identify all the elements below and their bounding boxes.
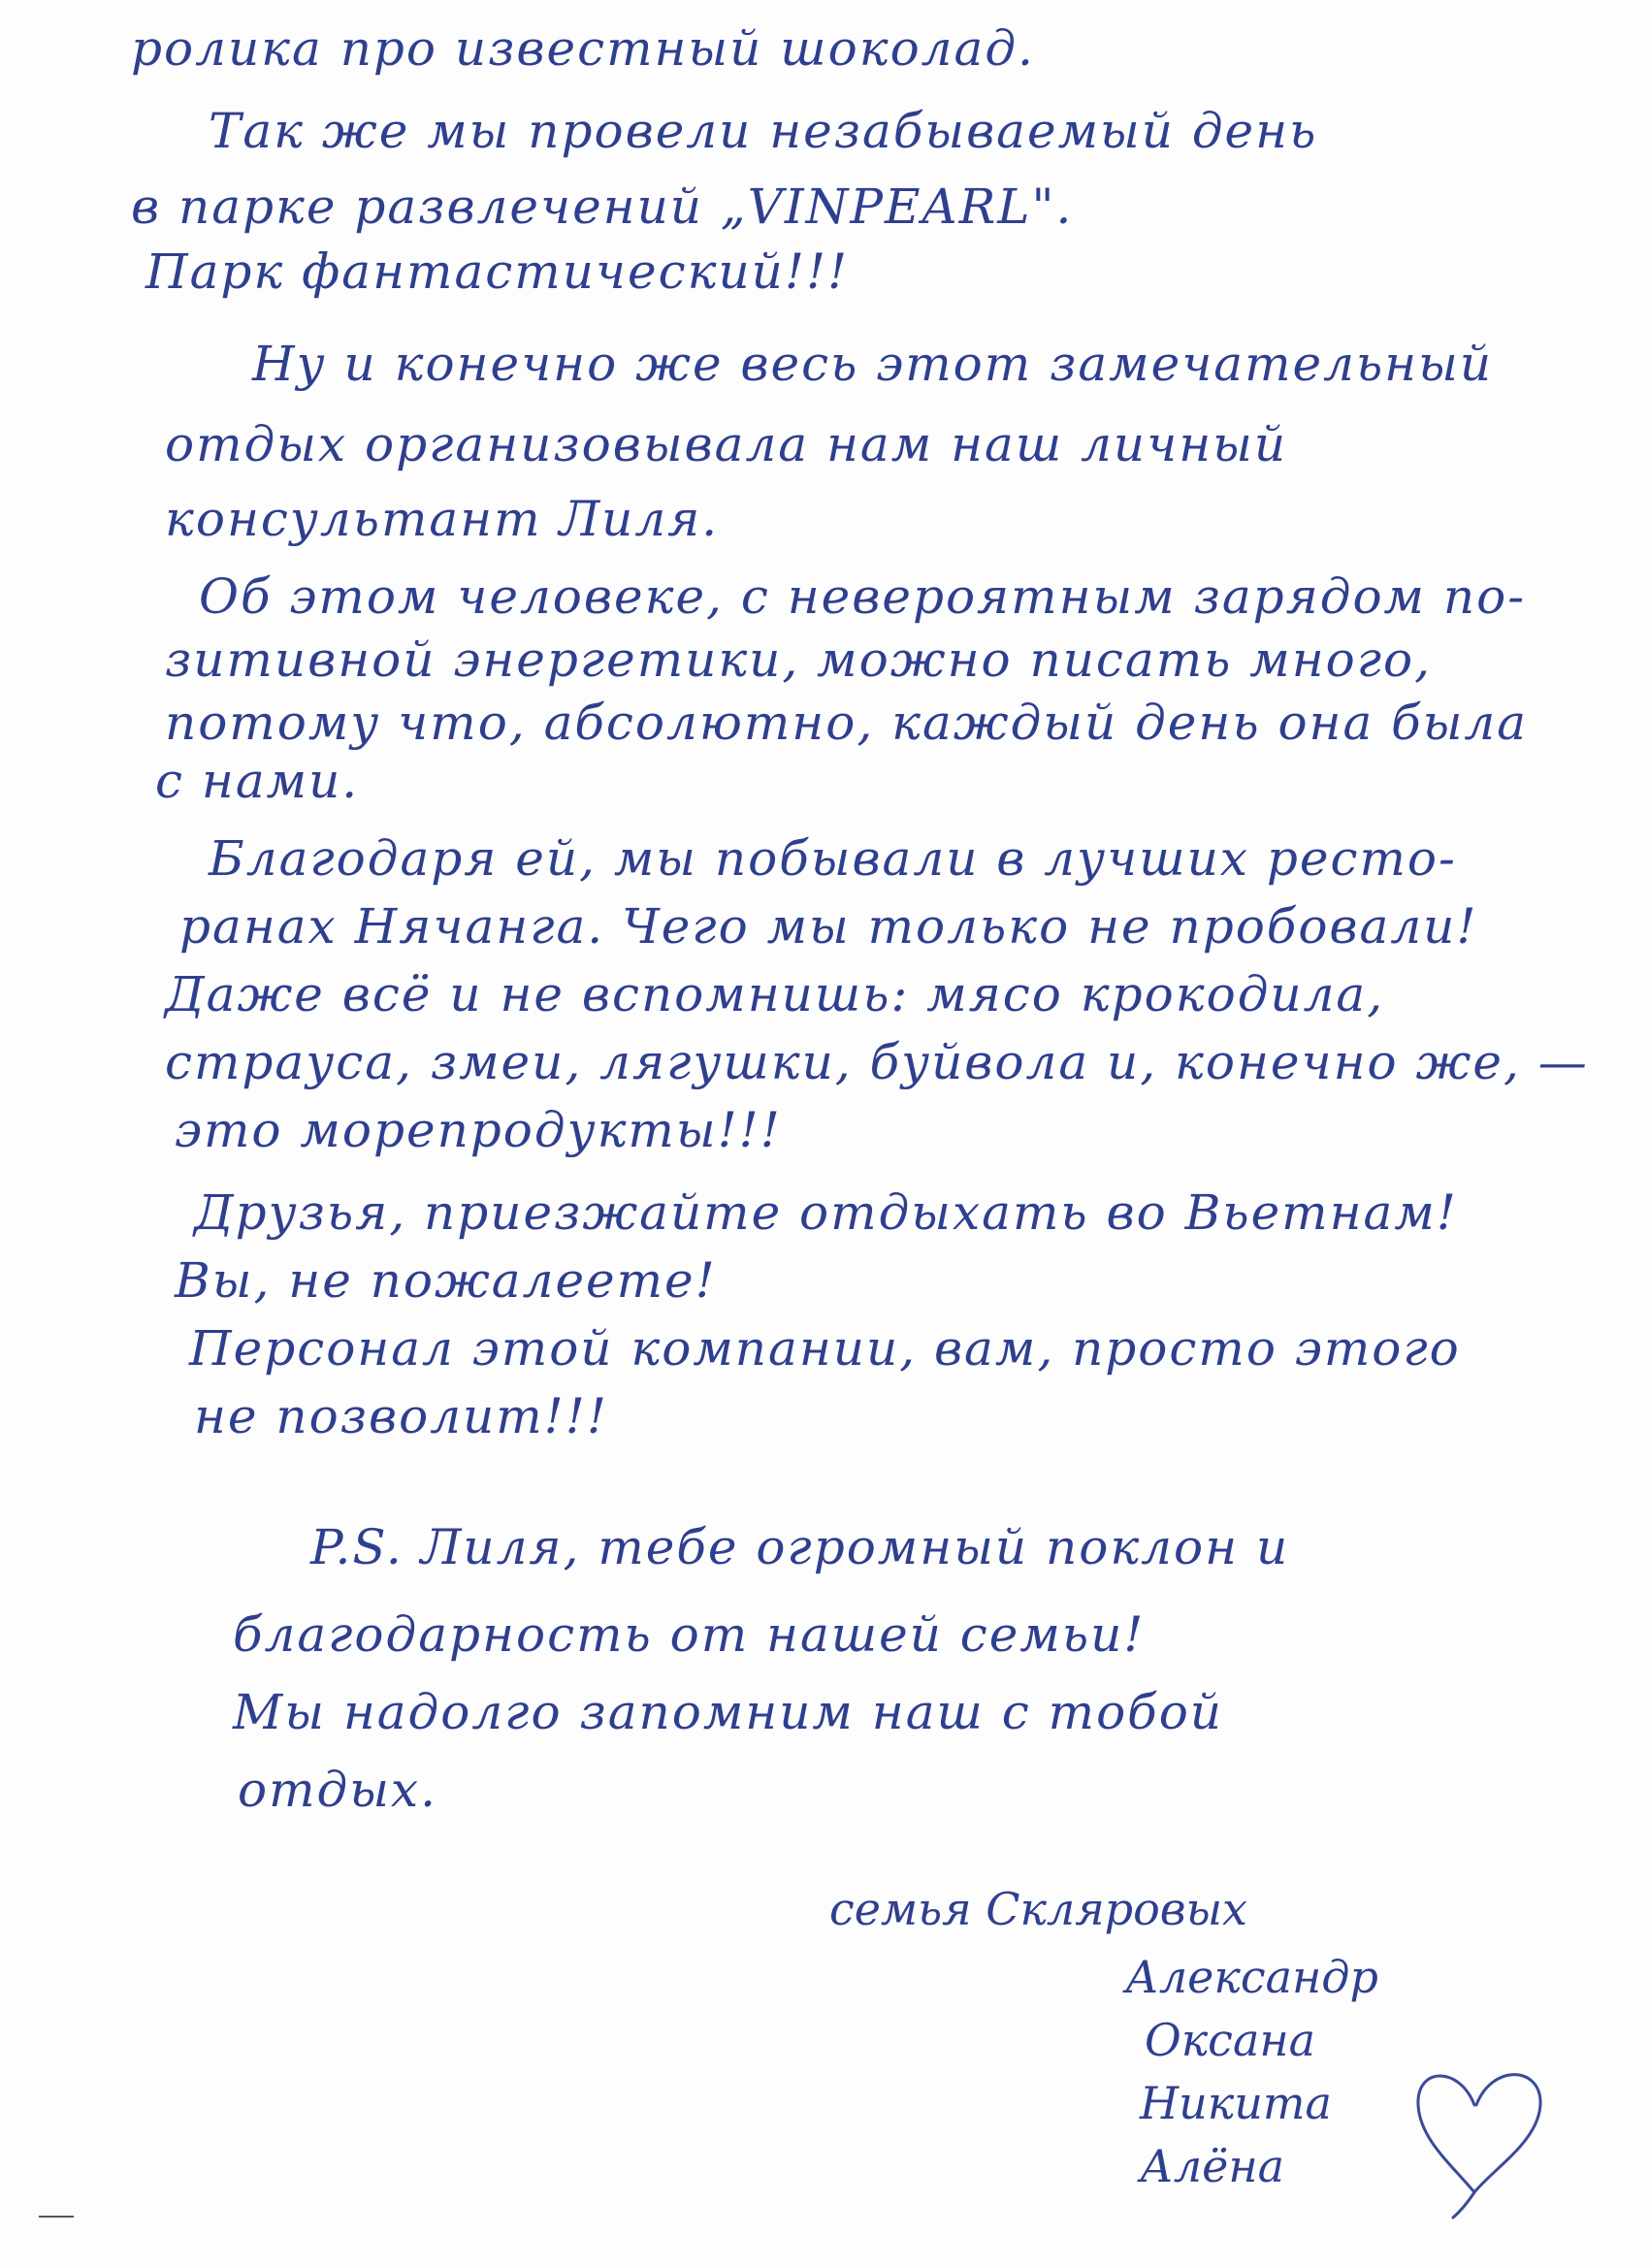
letter-line-7: консультант Лиля. (165, 491, 720, 547)
letter-line-18: Вы, не пожалеете! (175, 1252, 717, 1309)
letter-line-2: Так же мы провели незабываемый день (209, 103, 1318, 159)
letter-line-19: Персонал этой компании, вам, просто этого (189, 1320, 1461, 1377)
letter-line-17: Друзья, приезжайте отдыхать во Вьетнам! (194, 1184, 1458, 1241)
letter-line-21: P.S. Лиля, тебе огромный поклон и (310, 1519, 1290, 1575)
scan-edge-mark (39, 2216, 74, 2218)
signature-name-4: Алёна (1140, 2140, 1285, 2192)
letter-line-16: это морепродукты!!! (175, 1102, 782, 1158)
letter-line-11: с нами. (155, 753, 360, 809)
letter-line-23: Мы надолго запомним наш с тобой (233, 1684, 1224, 1740)
letter-line-12: Благодаря ей, мы побывали в лучших ресто- (209, 830, 1457, 887)
letter-line-24: отдых. (238, 1762, 438, 1818)
letter-line-8: Об этом человеке, с невероятным зарядом по- (199, 568, 1527, 625)
letter-line-3: в парке развлечений „VINPEARL". (131, 178, 1074, 235)
letter-line-13: ранах Нячанга. Чего мы только не пробовали! (179, 898, 1478, 955)
heart-icon (1406, 2047, 1552, 2221)
letter-line-15: страуса, змеи, лягушки, буйвола и, конечно же, — (165, 1034, 1589, 1090)
letter-line-14: Даже всё и не вспомнишь: мясо крокодила, (165, 966, 1385, 1022)
signature-family: семья Скляровых (829, 1883, 1247, 1935)
letter-line-4: Парк фантастический!!! (146, 243, 850, 300)
letter-line-22: благодарность от нашей семьи! (233, 1606, 1146, 1663)
signature-name-3: Никита (1140, 2077, 1332, 2129)
signature-name-1: Александр (1125, 1951, 1378, 2003)
letter-line-6: отдых организовывала нам наш личный (165, 416, 1288, 472)
letter-line-5: Ну и конечно же весь этот замечательный (252, 336, 1494, 392)
letter-line-10: потому что, абсолютно, каждый день она была (165, 695, 1529, 751)
letter-line-9: зитивной энергетики, можно писать много, (165, 632, 1433, 688)
letter-line-20: не позволит!!! (194, 1388, 608, 1444)
letter-line-1: ролика про известный шоколад. (131, 20, 1035, 77)
signature-name-2: Оксана (1145, 2014, 1316, 2066)
